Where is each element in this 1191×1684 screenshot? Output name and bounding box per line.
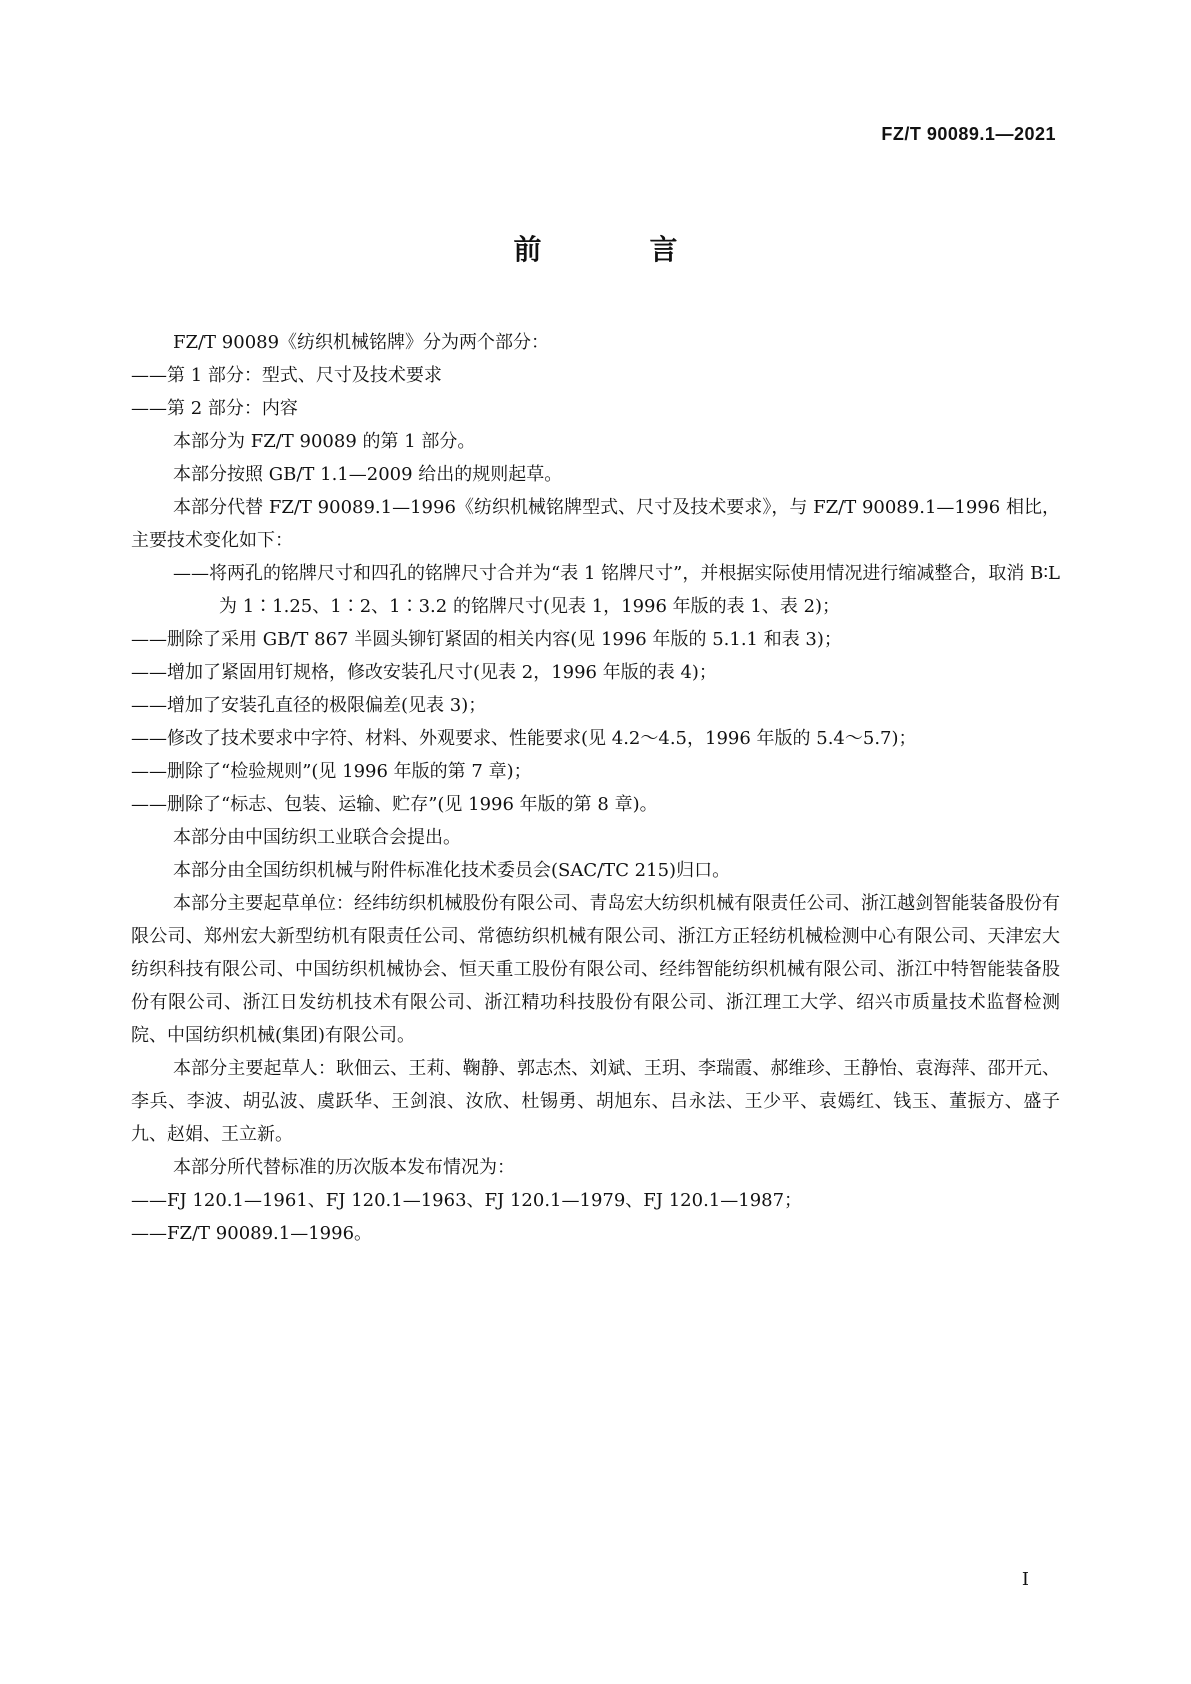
dash-item: ——FZ/T 90089.1—1996。 (131, 1223, 373, 1244)
page-title: 前 言 (513, 233, 718, 266)
dash-item: ——修改了技术要求中字符、材料、外观要求、性能要求(见 4.2～4.5，1996 年版的 5.4～5.7)； (131, 728, 917, 749)
paragraph: 本部分为 FZ/T 90089 的第 1 部分。 (173, 431, 476, 452)
document-body (131, 326, 1060, 1250)
dash-item: ——删除了“检验规则”(见 1996 年版的第 7 章)； (131, 761, 532, 782)
dash-item: ——第 2 部分：内容 (131, 398, 298, 419)
dash-item: ——将两孔的铭牌尺寸和四孔的铭牌尺寸合并为“表 1 铭牌尺寸”，并根据实际使用情况进行缩减整合，取消 B∶L 为 1∶1.25、1∶2、1∶3.2 的铭牌尺寸(见表 1，1996 年版的表 1、表 2)； (173, 563, 1060, 617)
paragraph: 本部分主要起草人：耿佃云、王莉、鞠静、郭志杰、刘斌、王玥、李瑞霞、郝维珍、王静怡、袁海萍、邵开元、李兵、李波、胡弘波、虞跃华、王剑浪、汝欣、杜锡勇、胡旭东、吕永法、王少平、袁嫣红、钱玉、董振方、盛子九、赵娟、王立新。 (131, 1058, 1060, 1145)
paragraph: 本部分代替 FZ/T 90089.1—1996《纺织机械铭牌型式、尺寸及技术要求》，与 FZ/T 90089.1—1996 相比，主要技术变化如下： (131, 497, 1060, 551)
paragraph: 本部分由中国纺织工业联合会提出。 (173, 827, 461, 848)
paragraph: 本部分所代替标准的历次版本发布情况为： (173, 1157, 515, 1178)
paragraph: 本部分按照 GB/T 1.1—2009 给出的规则起草。 (173, 464, 563, 485)
dash-item: ——增加了安装孔直径的极限偏差(见表 3)； (131, 695, 487, 716)
dash-item: ——删除了采用 GB/T 867 半圆头铆钉紧固的相关内容(见 1996 年版的 5.1.1 和表 3)； (131, 629, 842, 650)
dash-item: ——第 1 部分：型式、尺寸及技术要求 (131, 365, 442, 386)
paragraph: 本部分主要起草单位：经纬纺织机械股份有限公司、青岛宏大纺织机械有限责任公司、浙江越剑智能装备股份有限公司、郑州宏大新型纺机有限责任公司、常德纺织机械有限公司、浙江方正轻纺机械检测中心有限公司、天津宏大纺织科技有限公司、中国纺织机械协会、恒天重工股份有限公司、经纬智能纺织机械有限公司、浙江中特智能装备股份有限公司、浙江日发纺机技术有限公司、浙江精功科技股份有限公司、浙江理工大学、绍兴市质量技术监督检测院、中国纺织机械(集团)有限公司。 (131, 893, 1060, 1046)
standard-number: FZ/T 90089.1—2021 (881, 124, 1056, 144)
dash-item: ——删除了“标志、包装、运输、贮存”(见 1996 年版的第 8 章)。 (131, 794, 658, 815)
paragraph: 本部分由全国纺织机械与附件标准化技术委员会(SAC/TC 215)归口。 (173, 860, 731, 881)
dash-item: ——FJ 120.1—1961、FJ 120.1—1963、FJ 120.1—1979、FJ 120.1—1987； (131, 1190, 803, 1211)
dash-item: ——增加了紧固用钉规格，修改安装孔尺寸(见表 2，1996 年版的表 4)； (131, 662, 717, 683)
paragraph: FZ/T 90089《纺织机械铭牌》分为两个部分： (173, 332, 550, 353)
page-number: I (1021, 1569, 1029, 1590)
